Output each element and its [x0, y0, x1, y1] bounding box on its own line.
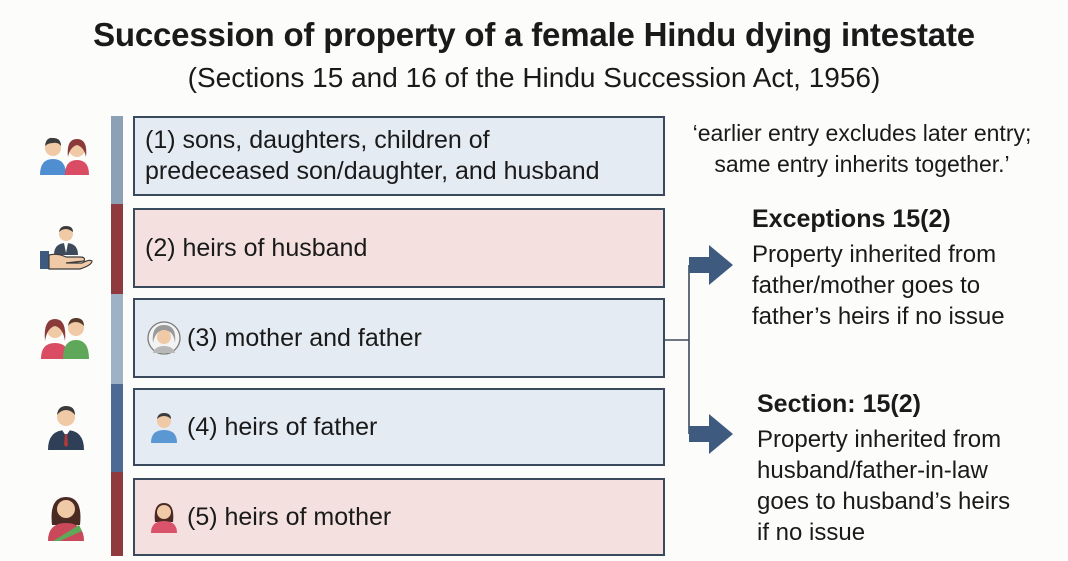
- father-small-icon: [147, 410, 181, 444]
- exceptions-line-2: father/mother goes to: [752, 272, 981, 299]
- page-subtitle: (Sections 15 and 16 of the Hindu Succession Act, 1956): [187, 62, 881, 93]
- mother-icon: [36, 493, 96, 543]
- succession-entry-5: [133, 478, 665, 556]
- arrow-to-exceptions-icon: [689, 245, 733, 285]
- entry-3-label: (3) mother and father: [187, 323, 422, 352]
- husband-hand-icon: [36, 223, 96, 273]
- section-line-3: goes to husband’s heirs: [757, 488, 1011, 515]
- rule-note-line-1: ‘earlier entry excludes later entry;: [692, 120, 1032, 146]
- entry-4-label: (4) heirs of father: [187, 412, 378, 441]
- section-heading: Section: 15(2): [757, 390, 921, 418]
- section-text: [757, 424, 1010, 548]
- succession-entry-4: [133, 388, 665, 466]
- mother-small-icon: [147, 500, 181, 534]
- entry-2-label: (2) heirs of husband: [145, 233, 368, 262]
- priority-bar-segment-4: [111, 384, 123, 472]
- section-line-1: Property inherited from: [757, 426, 1002, 453]
- section-line-4: if no issue: [757, 519, 866, 546]
- arrow-to-section-icon: [689, 414, 733, 454]
- entry-5-label: (5) heirs of mother: [187, 502, 392, 531]
- priority-bar-segment-1: [111, 116, 123, 204]
- entry-1-line-1: (1) sons, daughters, children of: [145, 126, 490, 154]
- father-icon: [36, 403, 96, 453]
- elderly-mother-icon: [147, 321, 181, 355]
- parents-couple-icon: [36, 313, 96, 363]
- page-title: Succession of property of a female Hindu dying intestate: [93, 16, 975, 53]
- exceptions-line-1: Property inherited from: [752, 241, 997, 268]
- exceptions-text: [752, 239, 1005, 332]
- succession-entry-1: [133, 116, 665, 196]
- son-daughter-pair-icon: [36, 133, 96, 183]
- priority-bar-segment-5: [111, 472, 123, 556]
- entry-1-line-2: predeceased son/daughter, and husband: [145, 157, 600, 185]
- priority-bar-segment-3: [111, 294, 123, 384]
- exceptions-heading: Exceptions 15(2): [752, 205, 951, 233]
- priority-bar-segment-2: [111, 204, 123, 294]
- section-line-2: husband/father-in-law: [757, 457, 988, 484]
- rule-note-line-2: same entry inherits together.’: [714, 151, 1010, 177]
- succession-entry-3: [133, 298, 665, 378]
- exception-connector: [665, 220, 735, 460]
- succession-entry-2: [133, 208, 665, 288]
- rule-note: [672, 118, 1052, 180]
- exceptions-line-3: father’s heirs if no issue: [752, 303, 1005, 330]
